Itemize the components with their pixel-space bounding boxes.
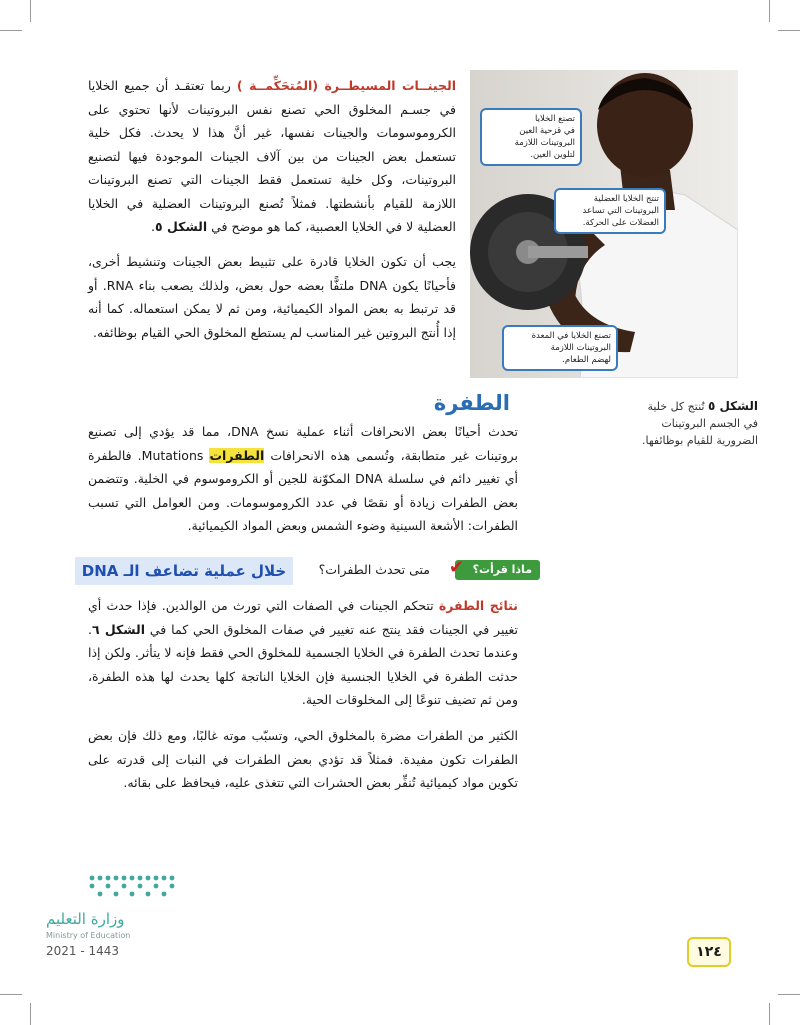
gene-regulation-paragraph — [88, 250, 456, 344]
crop-mark — [769, 1003, 770, 1025]
gene-regulation-text: يجب أن تكون الخلايا قادرة على تثبيط بعض الجينات وتنشيط أخرى، فأحيانًا يكون DNA ملتفًّا بعضه حول بعض، ولذلك يصعب بناء RNA. أو قد ترتبط به بعض المواد الكيميائية، ومن ثم لا يمكن استعماله. كما أنه إذا أُنتج البروتين غير المناسب لم يستطع المخلوق الحي القيام بوظائفه. — [88, 254, 456, 340]
crop-mark — [778, 994, 800, 995]
callout-line: البروتينات اللازمة — [550, 343, 611, 353]
controlling-genes-text: ربما تعتقـد أن جميع الخلايا في جسـم المخلوق الحي تصنع نفس البروتينات لأنها تحتوي على الكروموسومات والجينات نفسها، غير أنَّ هذا لا يحدث. فكل خلية تستعمل بعض الجينات من بين آلاف الجينات الموجودة فيها لتصنيع البروتينات، وكل خلية تستعمل فقط الجينات التي تصنع البروتينات اللازمة للقيام بأنشطتها. فمثلاً تُصنع البروتينات العضلية في الخلايا العضلية لا في الخلايا العصبية، كما هو موضح في — [88, 78, 456, 234]
ministry-name-arabic: وزارة التعليم — [46, 910, 125, 928]
crop-mark — [0, 30, 22, 31]
mutation-results-text-a: تتحكم الجينات في الصفات التي تورث من الوالدين. فإذا حدث أي تغيير في الجينات فقد ينتج عنه تغيير في صفات المخلوق الحي كما في — [88, 598, 518, 637]
ministry-logo-mark — [40, 868, 190, 908]
callout-line: البروتينات اللازمة — [514, 138, 575, 148]
mutation-section-title: الطفرة — [433, 391, 510, 415]
crop-mark — [30, 0, 31, 22]
crop-mark — [769, 0, 770, 22]
ministry-name-english: Ministry of Education — [46, 931, 131, 940]
crop-mark — [0, 994, 22, 995]
mutation-results-heading: نتائج الطفرة — [438, 598, 518, 613]
mutation-text-b: Mutations. فالطفرة أي تغيير دائم في سلسلة DNA المكوّنة للجين أو الكروموسوم في الخلية. وتتضمن بعض الطفرات زيادة أو نقصًا في عدد الكروموسومات. ومن العوامل التي تسبب الطفرات: الأشعة السينية وضوء الشمس وبعض المواد الكيميائية. — [88, 447, 518, 533]
callout-line: تصنع الخلايا في المعدة — [531, 331, 611, 341]
reading-check-question: متى تحدث الطفرات؟ — [318, 562, 430, 577]
page-number: ١٢٤ — [687, 937, 731, 967]
crop-mark — [30, 1003, 31, 1025]
year-label: 2021 - 1443 — [46, 944, 120, 958]
mutation-text-a: تحدث أحيانًا بعض الانحرافات أثناء عملية نسخ DNA، مما قد يؤدي إلى تصنيع بروتينات غير متطابقة، وتُسمى هذه الانحرافات — [88, 424, 518, 463]
callout-line: البروتينات التي تساعد — [582, 206, 659, 216]
ministry-logo — [40, 868, 190, 964]
caption-label: الشكل ٥ — [707, 399, 758, 413]
controlling-genes-paragraph: الجينــات المسيطــرة (المُتحَكِّمــة ) ربما تعتقـد أن جميع الخلايا في جسـم المخلوق الحي تصنع نفس البروتينات لأنها تحتوي على الكروموسومات والجينات نفسها، غير أنَّ هذا لا يحدث. فكل خلية تستعمل بعض الجينات من بين آلاف الجينات الموجودة فيها لتصنيع البروتينات، وكل خلية تستعمل فقط الجينات التي تصنع البروتينات اللازمة للقيام بأنشطتها. فمثلاً تُصنع البروتينات العضلية في الخلايا العضلية لا في الخلايا العصبية، كما هو موضح في الشكل ٥. — [88, 78, 456, 234]
harmful-mutations-paragraph — [88, 724, 518, 795]
mutation-results-text-b: . وعندما تحدث الطفرة في الخلايا الجسمية للمخلوق الحي فقط فإنه لا يتأثر. ولكن إذا حدثت الطفرة في الخلايا الجنسية فإن الخلايا الناتجة كلها يحدث لها هذه الطفرة، ومن ثم تضيف تنوعًا إلى المخلوقات الحية. — [88, 621, 518, 707]
figure-5-caption — [630, 398, 758, 449]
eye-cells-callout — [480, 108, 582, 166]
reading-check — [290, 556, 540, 584]
figure-5-photo — [470, 70, 738, 378]
reading-check-badge — [455, 560, 540, 580]
callout-line: لهضم الطعام. — [562, 355, 611, 365]
mutation-paragraph — [88, 420, 518, 538]
figure-5-reference: الشكل ٥ — [155, 219, 208, 234]
badge-label: ماذا قرأت؟ — [472, 563, 532, 576]
callout-line: لتلوين العين. — [530, 150, 575, 160]
callout-line: تصنع الخلايا — [535, 114, 575, 124]
mutation-results-paragraph — [88, 594, 518, 712]
muscle-cells-callout — [554, 188, 666, 234]
check-mark-icon: ✔ — [448, 557, 464, 578]
figure-6-reference: الشكل ٦ — [91, 621, 146, 637]
harmful-mutations-text: الكثير من الطفرات مضرة بالمخلوق الحي، وتسبّب موته غالبًا، ومع ذلك فإن بعض الطفرات تكون مفيدة. فمثلاً قد تؤدي بعض الطفرات في النبات إلى قدرته على تكوين مواد كيميائية تُنفِّر بعض الحشرات التي تتغذى عليه، فيحافظ على بقائه. — [88, 728, 518, 790]
callout-line: في قزحية العين — [519, 126, 575, 136]
reading-check-answer: خلال عملية تضاعف الـ DNA — [75, 557, 293, 585]
stomach-cells-callout — [502, 325, 618, 371]
callout-line: تنتج الخلايا العضلية — [593, 194, 659, 204]
controlling-genes-heading: الجينــات المسيطــرة (المُتحَكِّمــة ) — [236, 78, 456, 93]
callout-line: العضلات على الحركة. — [582, 218, 659, 228]
caption-text: تُنتج كل خلية في الجسم البروتينات الضرورية للقيام بوظائفها. — [641, 400, 758, 447]
crop-mark — [778, 30, 800, 31]
mutations-term: الطفرات — [209, 447, 265, 463]
